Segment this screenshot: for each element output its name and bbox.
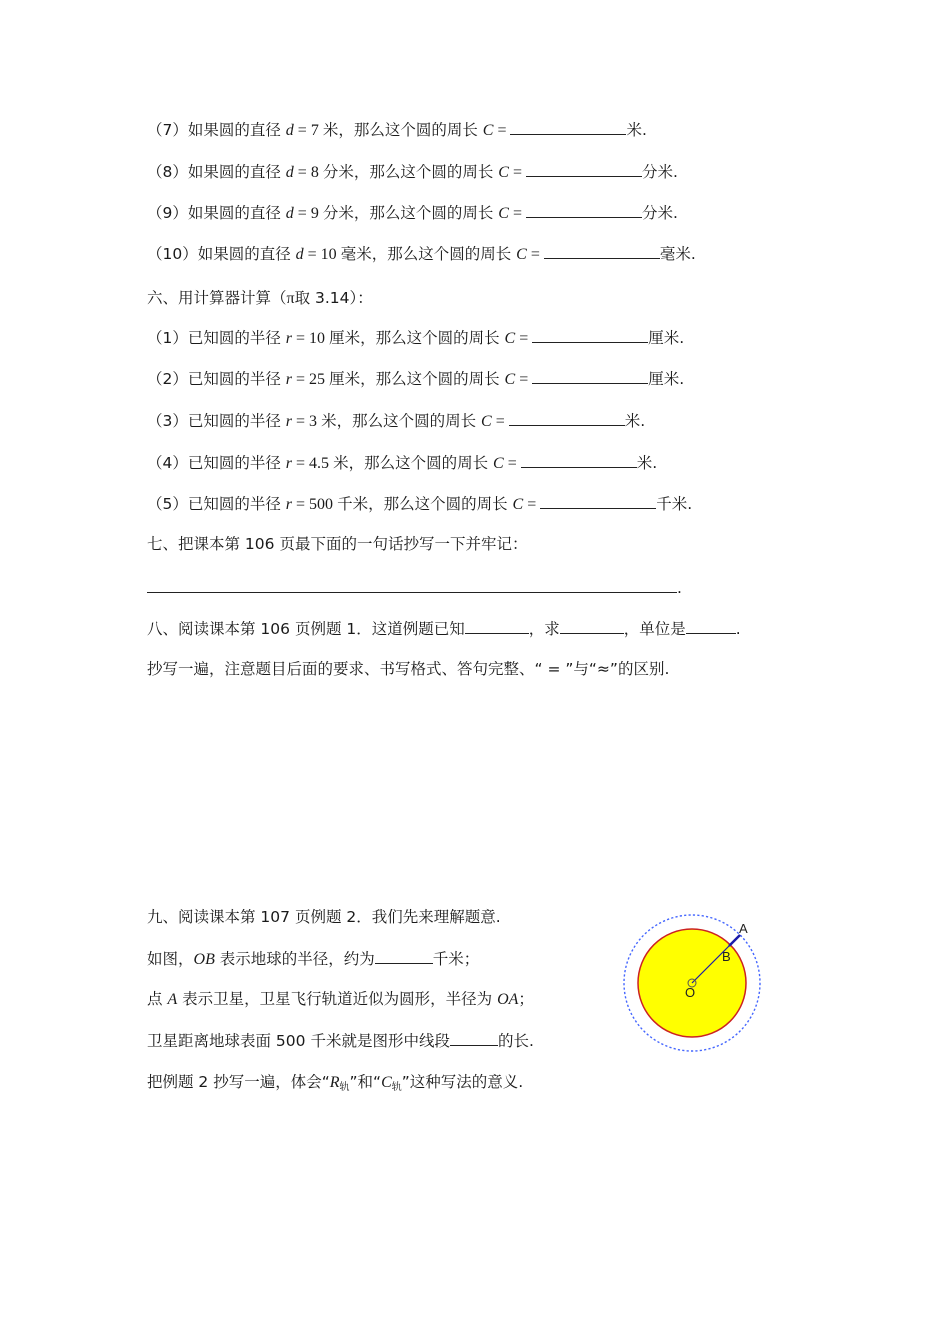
question-row: （8）如果圆的直径 d = 8 分米，那么这个圆的周长 C = 分米. <box>147 163 678 181</box>
section9-title: 九、阅读课本第 107 页例题 2．我们先来理解题意. <box>147 908 501 926</box>
label-b: B <box>722 949 731 964</box>
question-row: （4）已知圆的半径 r = 4.5 米，那么这个圆的周长 C = 米. <box>147 454 658 472</box>
question-row: （5）已知圆的半径 r = 500 千米，那么这个圆的周长 C = 千米. <box>147 495 693 513</box>
section7-title: 七、把课本第 106 页最下面的一句话抄写一下并牢记： <box>147 535 528 553</box>
question-row: （2）已知圆的半径 r = 25 厘米，那么这个圆的周长 C = 厘米. <box>147 370 685 388</box>
section9-line5: 把例题 2 抄写一遍，体会“$R_轨$”和“$C_轨$”这种写法的意义. <box>147 1073 524 1093</box>
label-o: O <box>685 985 696 1000</box>
section8-line2: 抄写一遍，注意题目后面的要求、书写格式、答句完整、“ = ”与“≈”的区别. <box>147 660 670 678</box>
unit-blank[interactable] <box>686 618 736 634</box>
answer-blank[interactable] <box>509 410 625 426</box>
answer-blank[interactable] <box>532 368 648 384</box>
question-row: （7）如果圆的直径 d = 7 米，那么这个圆的周长 C = 米. <box>147 121 647 139</box>
question-row: （1）已知圆的半径 r = 10 厘米，那么这个圆的周长 C = 厘米. <box>147 329 685 347</box>
section9-line2: 如图，OB 表示地球的半径，约为 千米； <box>147 950 480 968</box>
segment-ba <box>729 935 740 946</box>
segment-blank[interactable] <box>450 1030 498 1046</box>
question-row: （9）如果圆的直径 d = 9 分米，那么这个圆的周长 C = 分米. <box>147 204 678 222</box>
answer-blank[interactable] <box>521 452 637 468</box>
section6-title: 六、用计算器计算（π取 3.14）： <box>147 289 373 307</box>
question-row: （3）已知圆的半径 r = 3 米，那么这个圆的周长 C = 米. <box>147 412 646 430</box>
section9-line4: 卫星距离地球表面 500 千米就是图形中线段 的长. <box>147 1032 534 1050</box>
answer-blank[interactable] <box>532 327 648 343</box>
section8-line1: 八、阅读课本第 106 页例题 1．这道例题已知 ，求 ，单位是 . <box>147 620 741 638</box>
earth-radius-blank[interactable] <box>375 948 433 964</box>
label-a: A <box>739 921 748 936</box>
answer-blank[interactable] <box>526 161 642 177</box>
earth-orbit-figure <box>614 906 774 1066</box>
answer-blank[interactable] <box>526 202 642 218</box>
known-blank[interactable] <box>465 618 529 634</box>
answer-blank[interactable] <box>544 243 660 259</box>
answer-blank[interactable] <box>510 119 626 135</box>
question-row: （10）如果圆的直径 d = 10 毫米，那么这个圆的周长 C = 毫米. <box>147 245 696 263</box>
answer-blank[interactable] <box>540 493 656 509</box>
find-blank[interactable] <box>560 618 624 634</box>
section7-answer-line[interactable]: . <box>147 577 682 598</box>
section9-line3: 点 A 表示卫星，卫星飞行轨道近似为圆形，半径为 OA； <box>147 990 534 1008</box>
